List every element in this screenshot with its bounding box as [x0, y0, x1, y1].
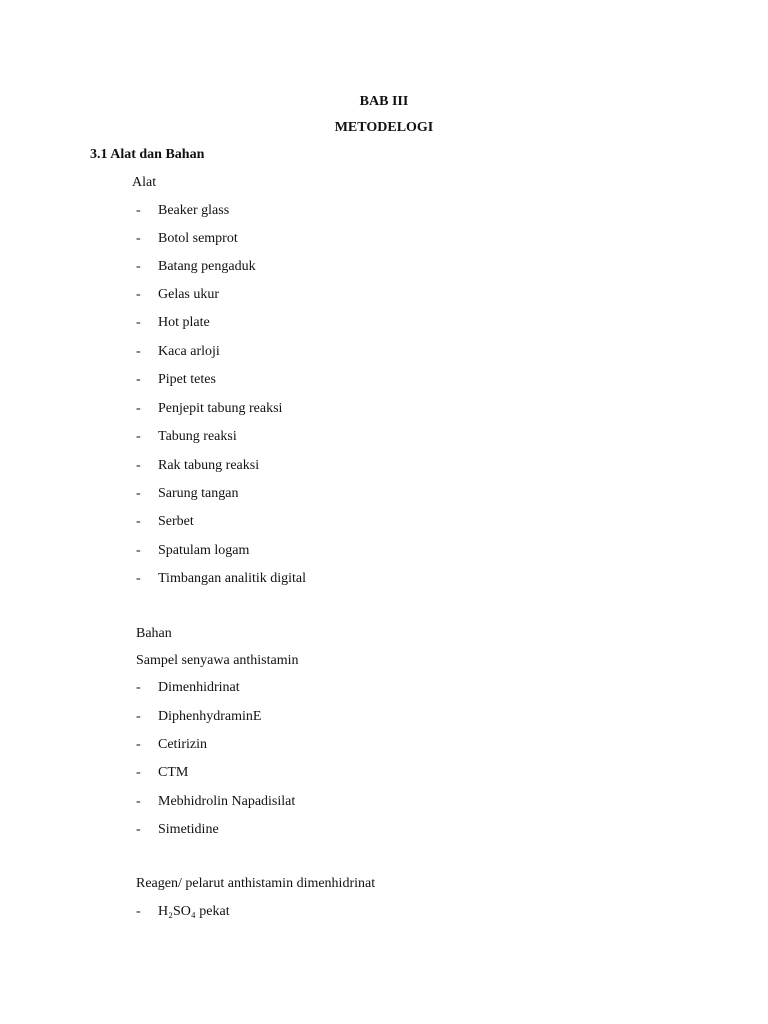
alat-item: Hot plate — [158, 315, 210, 330]
alat-item: Rak tabung reaksi — [158, 458, 260, 473]
bullet-dash: - — [136, 680, 141, 695]
alat-item: Beaker glass — [158, 203, 230, 218]
bullet-dash: - — [136, 429, 141, 444]
alat-item: Pipet tetes — [158, 372, 216, 387]
bullet-dash: - — [136, 822, 141, 837]
bahan-item: Dimenhidrinat — [158, 680, 240, 695]
alat-item: Serbet — [158, 514, 194, 529]
bullet-dash: - — [136, 794, 141, 809]
list-item — [0, 571, 768, 591]
bullet-dash: - — [136, 765, 141, 780]
list-item — [0, 486, 768, 506]
chapter-number: BAB III — [359, 94, 409, 109]
bullet-dash: - — [136, 372, 141, 387]
list-item — [0, 514, 768, 534]
alat-item: Kaca arloji — [158, 344, 220, 359]
alat-label: Alat — [132, 175, 157, 190]
list-item — [0, 372, 768, 392]
bahan-item: Cetirizin — [158, 737, 207, 752]
list-item — [0, 680, 768, 700]
bullet-dash: - — [136, 203, 141, 218]
chapter-title: METODELOGI — [334, 120, 434, 135]
list-item — [0, 344, 768, 364]
alat-item: Tabung reaksi — [158, 429, 237, 444]
list-item — [0, 794, 768, 814]
alat-item: Penjepit tabung reaksi — [158, 401, 283, 416]
list-item — [0, 231, 768, 251]
bullet-dash: - — [136, 514, 141, 529]
bullet-dash: - — [136, 231, 141, 246]
alat-item: Sarung tangan — [158, 486, 239, 501]
list-item — [0, 904, 768, 924]
list-item — [0, 458, 768, 478]
alat-item: Timbangan analitik digital — [158, 571, 307, 586]
list-item — [0, 259, 768, 279]
bullet-dash: - — [136, 259, 141, 274]
list-item — [0, 203, 768, 223]
list-item — [0, 765, 768, 785]
bahan-item: DiphenhydraminE — [158, 709, 262, 724]
bullet-dash: - — [136, 543, 141, 558]
list-item — [0, 315, 768, 335]
list-item — [0, 543, 768, 563]
bahan-item: Simetidine — [158, 822, 219, 837]
bahan-item: CTM — [158, 765, 189, 780]
reagen-item: H₂SO₄ pekat — [158, 904, 230, 919]
bullet-dash: - — [136, 458, 141, 473]
list-item — [0, 429, 768, 449]
alat-item: Gelas ukur — [158, 287, 220, 302]
bahan-sublabel: Sampel senyawa anthistamin — [136, 653, 299, 668]
list-item — [0, 822, 768, 842]
section-heading: 3.1 Alat dan Bahan — [90, 147, 205, 162]
bullet-dash: - — [136, 486, 141, 501]
bullet-dash: - — [136, 287, 141, 302]
alat-item: Spatulam logam — [158, 543, 250, 558]
bahan-label: Bahan — [136, 626, 172, 641]
alat-item: Botol semprot — [158, 231, 238, 246]
alat-item: Batang pengaduk — [158, 259, 256, 274]
bullet-dash: - — [136, 571, 141, 586]
list-item — [0, 287, 768, 307]
bullet-dash: - — [136, 344, 141, 359]
bahan-item: Mebhidrolin Napadisilat — [158, 794, 296, 809]
list-item — [0, 401, 768, 421]
bullet-dash: - — [136, 401, 141, 416]
list-item — [0, 709, 768, 729]
bullet-dash: - — [136, 904, 141, 919]
reagen-label: Reagen/ pelarut anthistamin dimenhidrinat — [136, 876, 376, 891]
bullet-dash: - — [136, 709, 141, 724]
bullet-dash: - — [136, 315, 141, 330]
list-item — [0, 737, 768, 757]
bullet-dash: - — [136, 737, 141, 752]
